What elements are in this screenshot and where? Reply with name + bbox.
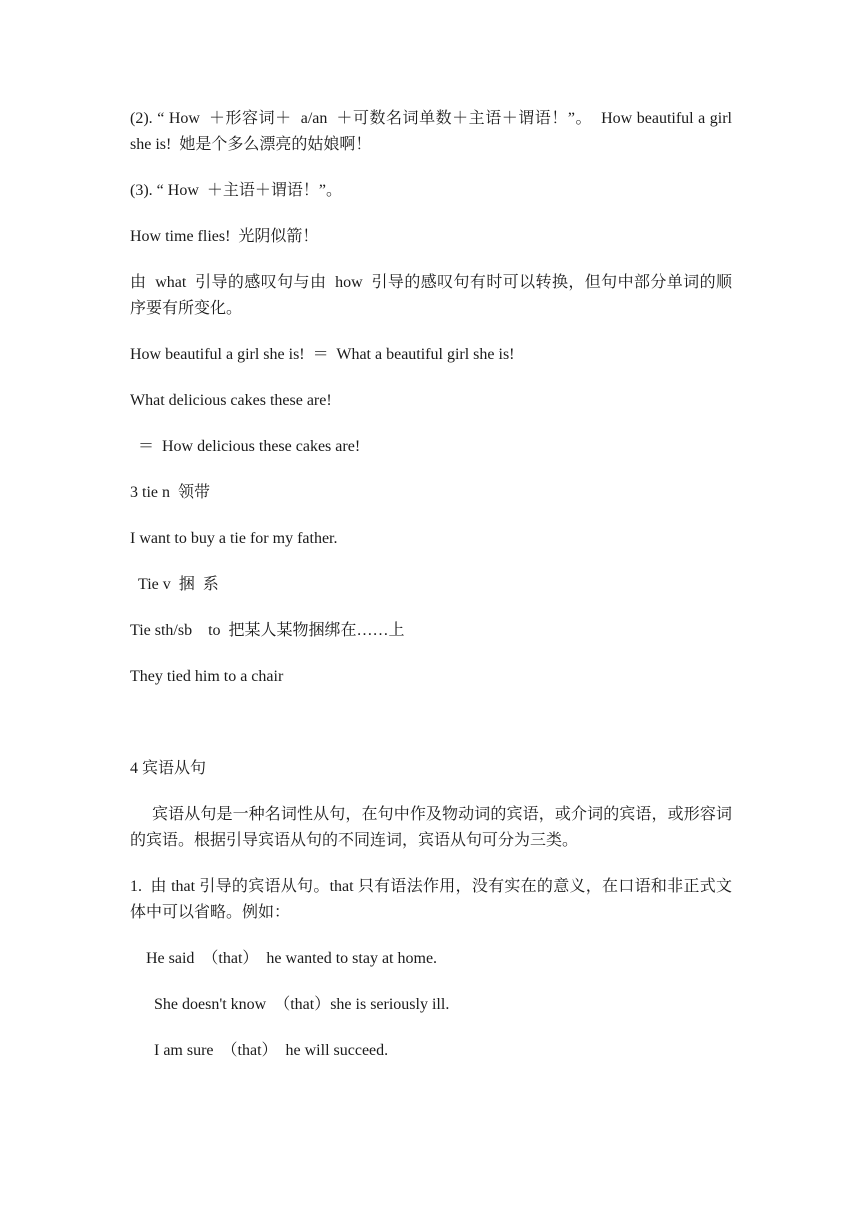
paragraph-conversion-example-2a: What delicious cakes these are! xyxy=(130,392,332,409)
paragraph-tie-verb: Tie v 捆 系 xyxy=(130,576,219,593)
paragraph-tie-example: They tied him to a chair xyxy=(130,668,284,685)
paragraph-example-time-flies: How time flies! 光阴似箭！ xyxy=(130,228,319,245)
blank-line xyxy=(130,710,732,756)
paragraph-that-clause-rule: 1. 由 that 引导的宾语从句。that 只有语法作用，没有实在的意义，在口语和非正式文体中可以省略。例如： xyxy=(130,878,732,921)
paragraph-conversion-example-1: How beautiful a girl she is! ＝ What a beautiful girl she is! xyxy=(130,346,515,363)
paragraph-how-subject-pattern: (3). “ How ＋主语＋谓语！”。 xyxy=(130,182,342,199)
paragraph-how-adj-noun-pattern: (2). “ How ＋形容词＋ a/an ＋可数名词单数＋主语＋谓语！”。 How beautiful a girl she is! 她是个多么漂亮的姑娘啊！ xyxy=(130,110,736,153)
paragraph-tie-noun-example: I want to buy a tie for my father. xyxy=(130,530,338,547)
paragraph-that-example-3: I am sure （that） he will succeed. xyxy=(130,1042,389,1059)
paragraph-that-example-1: He said （that） he wanted to stay at home. xyxy=(130,950,438,967)
paragraph-conversion-note: 由 what 引导的感叹句与由 how 引导的感叹句有时可以转换，但句中部分单词的顺序要有所变化。 xyxy=(130,274,732,317)
paragraph-that-example-2: She doesn't know （that）she is seriously ill. xyxy=(130,996,450,1013)
paragraph-object-clause-definition: 宾语从句是一种名词性从句，在句中作及物动词的宾语，或介词的宾语，或形容词的宾语。根据引导宾语从句的不同连词，宾语从句可分为三类。 xyxy=(130,806,732,849)
paragraph-conversion-example-2b: ＝ How delicious these cakes are! xyxy=(130,438,361,455)
document-body xyxy=(130,106,736,1084)
section-heading-object-clause: 4 宾语从句 xyxy=(130,760,207,777)
paragraph-tie-noun: 3 tie n 领带 xyxy=(130,484,210,501)
paragraph-tie-pattern: Tie sth/sb to 把某人某物捆绑在……上 xyxy=(130,622,405,639)
